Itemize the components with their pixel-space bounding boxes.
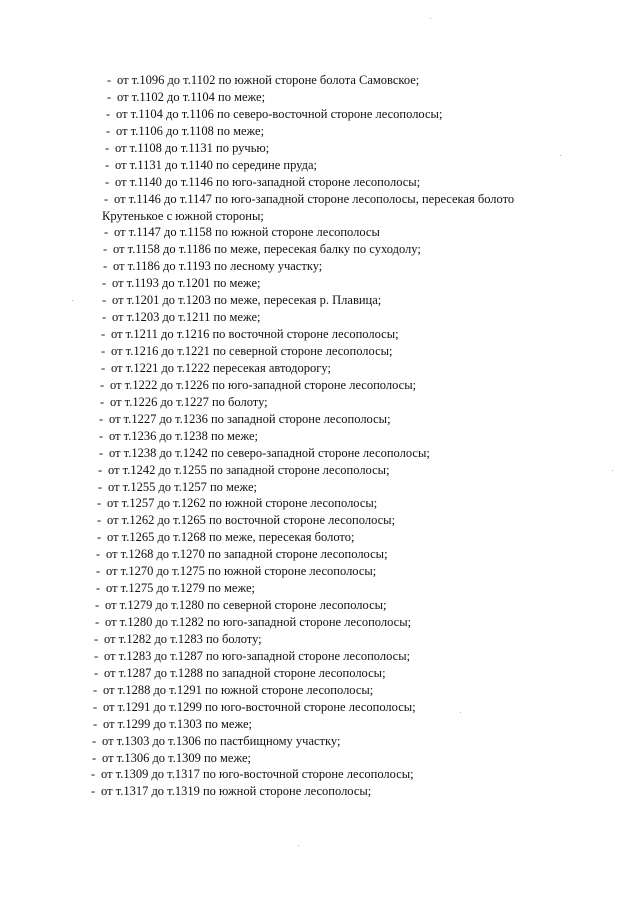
- list-dash: -: [94, 648, 99, 663]
- boundary-item-text: от т.1242 до т.1255 по западной стороне лесополосы;: [108, 462, 390, 477]
- list-dash: -: [102, 293, 107, 308]
- list-dash: -: [98, 462, 103, 477]
- boundary-item: [0, 241, 640, 258]
- boundary-item-text: от т.1287 до т.1288 по западной стороне лесополосы;: [104, 665, 386, 680]
- boundary-item-text: от т.1203 до т.1211 по меже;: [112, 310, 261, 325]
- boundary-item: [0, 750, 640, 767]
- list-dash: -: [107, 89, 112, 104]
- boundary-item: [0, 326, 640, 343]
- list-dash: -: [97, 513, 102, 528]
- boundary-item: [0, 174, 640, 191]
- boundary-item: [0, 411, 640, 428]
- list-dash: -: [107, 73, 112, 87]
- boundary-item-text: от т.1108 до т.1131 по ручью;: [115, 140, 270, 155]
- boundary-item-text: от т.1201 до т.1203 по меже, пересекая р. Плавица;: [112, 293, 382, 308]
- boundary-item: [0, 191, 640, 208]
- boundary-item-text: от т.1275 до т.1279 по меже;: [106, 581, 255, 596]
- list-dash: -: [105, 174, 110, 189]
- boundary-item: [0, 682, 640, 699]
- list-dash: -: [106, 123, 111, 138]
- boundary-item-text: от т.1140 до т.1146 по юго-западной стороне лесополосы;: [115, 174, 421, 189]
- boundary-item-text: от т.1317 до т.1319 по южной стороне лесополосы;: [101, 784, 372, 799]
- boundary-item: [0, 106, 640, 123]
- list-dash: -: [97, 530, 102, 545]
- boundary-item: [0, 563, 640, 580]
- document-body: [0, 72, 640, 800]
- boundary-item: [0, 258, 640, 275]
- boundary-item-text: от т.1282 до т.1283 по болоту;: [104, 631, 262, 646]
- boundary-item-text: от т.1280 до т.1282 по юго-западной стороне лесополосы;: [105, 615, 412, 629]
- boundary-item-text: Крутенькое с южной стороны;: [102, 208, 264, 223]
- boundary-item-text: от т.1236 до т.1238 по меже;: [109, 428, 258, 443]
- list-dash: -: [92, 750, 97, 765]
- list-dash: -: [101, 344, 106, 358]
- boundary-item-text: от т.1288 до т.1291 по южной стороне лесополосы;: [103, 682, 374, 697]
- list-dash: -: [105, 140, 110, 155]
- boundary-item: [0, 512, 640, 529]
- list-dash: -: [104, 225, 109, 240]
- boundary-item-text: от т.1291 до т.1299 по юго-восточной стороне лесополосы;: [103, 699, 416, 714]
- boundary-item: [0, 699, 640, 716]
- boundary-item-text: от т.1104 до т.1106 по северо-восточной стороне лесополосы;: [116, 106, 443, 121]
- boundary-item: [0, 72, 640, 89]
- scan-speck: [298, 845, 299, 846]
- boundary-item: [0, 495, 640, 512]
- boundary-item-text: от т.1131 до т.1140 по середине пруда;: [115, 157, 318, 172]
- list-dash: -: [94, 665, 99, 680]
- list-dash: -: [105, 157, 110, 172]
- list-dash: -: [96, 564, 101, 579]
- boundary-item: [0, 445, 640, 462]
- boundary-item: [0, 580, 640, 597]
- boundary-item: [0, 529, 640, 546]
- list-dash: -: [91, 784, 96, 799]
- boundary-item: [0, 377, 640, 394]
- boundary-item: [0, 89, 640, 106]
- list-dash: -: [95, 615, 100, 629]
- boundary-item: [0, 479, 640, 496]
- boundary-item: [0, 614, 640, 631]
- list-dash: -: [99, 445, 104, 460]
- boundary-item-text: от т.1096 до т.1102 по южной стороне болота Самовское;: [117, 73, 420, 87]
- boundary-item-text: от т.1106 до т.1108 по меже;: [116, 123, 265, 138]
- boundary-item: [0, 157, 640, 174]
- boundary-item-text: от т.1102 до т.1104 по меже;: [117, 89, 266, 104]
- list-dash: -: [96, 547, 101, 562]
- list-dash: -: [97, 496, 102, 511]
- list-dash: -: [101, 360, 106, 375]
- boundary-item-text: от т.1279 до т.1280 по северной стороне лесополосы;: [105, 598, 387, 613]
- boundary-item: [0, 733, 640, 750]
- list-dash: -: [100, 394, 105, 409]
- boundary-item-text: от т.1147 до т.1158 по южной стороне лесополосы: [114, 225, 380, 240]
- list-dash: -: [99, 428, 104, 443]
- list-dash: -: [102, 276, 107, 291]
- list-dash: -: [102, 310, 107, 325]
- boundary-item: [0, 292, 640, 309]
- boundary-item: [0, 648, 640, 665]
- list-dash: -: [94, 631, 99, 646]
- boundary-item: [0, 123, 640, 140]
- boundary-item-text: от т.1265 до т.1268 по меже, пересекая болото;: [107, 530, 355, 545]
- scan-speck: [72, 300, 73, 301]
- boundary-item-text: от т.1222 до т.1226 по юго-западной стороне лесополосы;: [110, 377, 417, 392]
- boundary-item-text: от т.1226 до т.1227 по болоту;: [110, 394, 268, 409]
- boundary-item-text: от т.1303 до т.1306 по пастбищному участку;: [102, 733, 341, 748]
- boundary-item: [0, 394, 640, 411]
- scan-speck: [460, 712, 461, 713]
- boundary-item: [0, 275, 640, 292]
- list-dash: -: [96, 581, 101, 596]
- boundary-item: [0, 631, 640, 648]
- boundary-item-text: от т.1306 до т.1309 по меже;: [102, 750, 251, 765]
- boundary-item: [0, 665, 640, 682]
- list-dash: -: [99, 411, 104, 426]
- list-dash: -: [98, 479, 103, 494]
- boundary-item-text: от т.1146 до т.1147 по юго-западной стороне лесополосы, пересекая болото: [114, 191, 515, 206]
- boundary-item-text: от т.1158 до т.1186 по меже, пересекая балку по суходолу;: [113, 242, 421, 257]
- list-dash: -: [100, 377, 105, 392]
- boundary-item: [0, 597, 640, 614]
- boundary-item-text: от т.1309 до т.1317 по юго-восточной стороне лесополосы;: [101, 767, 414, 782]
- list-dash: -: [93, 716, 98, 731]
- list-dash: -: [103, 242, 108, 257]
- boundary-item-text: от т.1255 до т.1257 по меже;: [108, 479, 257, 494]
- scan-speck: [430, 18, 431, 19]
- boundary-item: [0, 462, 640, 479]
- boundary-item-continuation: [0, 208, 640, 225]
- list-dash: -: [91, 767, 96, 782]
- boundary-item-text: от т.1238 до т.1242 по северо-западной стороне лесополосы;: [109, 445, 430, 460]
- list-dash: -: [95, 598, 100, 613]
- boundary-item: [0, 224, 640, 241]
- list-dash: -: [93, 682, 98, 697]
- list-dash: -: [93, 699, 98, 714]
- boundary-item: [0, 360, 640, 377]
- boundary-item-text: от т.1270 до т.1275 по южной стороне лесополосы;: [106, 564, 377, 579]
- boundary-item-text: от т.1262 до т.1265 по восточной стороне лесополосы;: [107, 513, 396, 528]
- boundary-item: [0, 783, 640, 800]
- list-dash: -: [92, 733, 97, 748]
- scan-speck: [560, 155, 561, 156]
- boundary-item-text: от т.1211 до т.1216 по восточной стороне лесополосы;: [111, 327, 399, 342]
- boundary-item-text: от т.1193 до т.1201 по меже;: [112, 276, 261, 291]
- list-dash: -: [104, 191, 109, 206]
- boundary-item: [0, 766, 640, 783]
- boundary-item: [0, 428, 640, 445]
- boundary-item: [0, 309, 640, 326]
- boundary-item-text: от т.1268 до т.1270 по западной стороне лесополосы;: [106, 547, 388, 562]
- boundary-item: [0, 716, 640, 733]
- boundary-item-text: от т.1186 до т.1193 по лесному участку;: [113, 259, 323, 274]
- boundary-item-text: от т.1216 до т.1221 по северной стороне лесополосы;: [111, 344, 393, 358]
- boundary-item-text: от т.1221 до т.1222 пересекая автодорогу;: [111, 360, 331, 375]
- boundary-item-text: от т.1299 до т.1303 по меже;: [103, 716, 252, 731]
- boundary-item-text: от т.1283 до т.1287 по юго-западной стороне лесополосы;: [104, 648, 411, 663]
- boundary-item: [0, 343, 640, 360]
- scan-speck: [612, 470, 613, 471]
- list-dash: -: [106, 106, 111, 121]
- boundary-item-text: от т.1257 до т.1262 по южной стороне лесополосы;: [107, 496, 378, 511]
- boundary-item: [0, 140, 640, 157]
- boundary-item-text: от т.1227 до т.1236 по западной стороне лесополосы;: [109, 411, 391, 426]
- list-dash: -: [101, 327, 106, 342]
- boundary-item: [0, 546, 640, 563]
- list-dash: -: [103, 259, 108, 274]
